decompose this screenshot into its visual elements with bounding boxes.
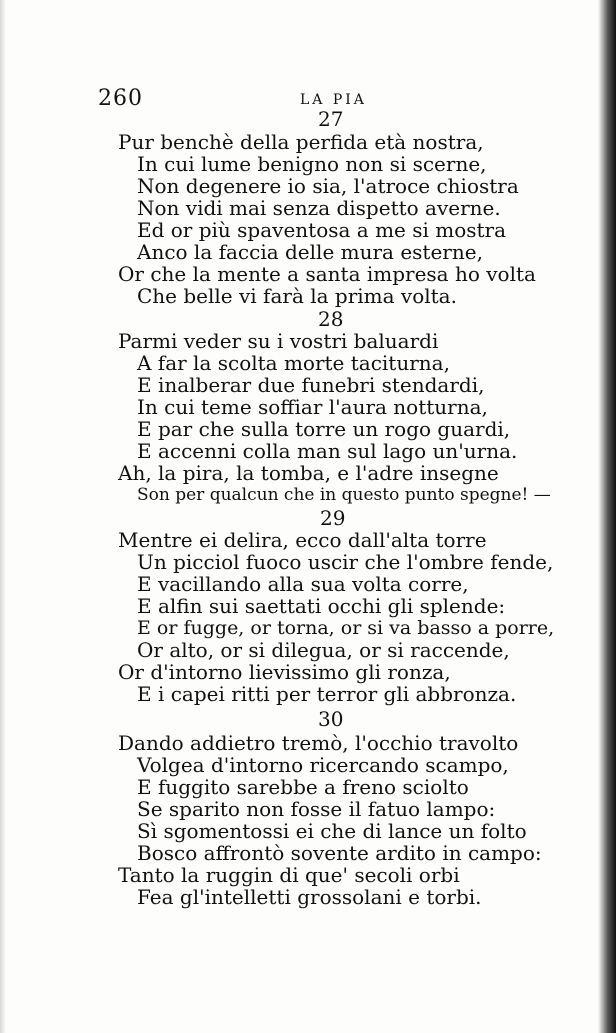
verse-line: Se sparito non fosse il fatuo lampo: [137,797,496,821]
verse-line: E or fugge, or torna, or si va basso a porre, [137,617,555,639]
verse-line: Volgea d'intorno ricercando scampo, [137,753,509,777]
verse-line: Non degenere io sia, l'atroce chiostra [137,174,519,198]
verse-line: E inalberar due funebri stendardi, [137,373,485,397]
stanza-number: 30 [318,707,344,731]
verse-line: Or che la mente a santa impresa ho volta [118,262,536,286]
stanza-number: 27 [318,107,344,131]
stanza-number: 28 [318,307,344,331]
verse-line: Che belle vi farà la prima volta. [137,284,457,308]
page-edge-left [0,0,6,1033]
verse-line: E accenni colla man sul lago un'urna. [137,439,518,463]
verse-line: Sì sgomentossi ei che di lance un folto [137,819,527,843]
verse-line: Anco la faccia delle mura esterne, [137,240,483,264]
verse-line: Dando addietro tremò, l'occhio travolto [118,731,519,755]
page-edge-right [598,0,616,1033]
verse-line: Pur benchè della perfida età nostra, [118,130,484,154]
verse-line: Or d'intorno lievissimo gli ronza, [118,660,451,684]
verse-line: E fuggito sarebbe a freno sciolto [137,775,469,799]
verse-line: Ed or più spaventosa a me si mostra [137,218,507,242]
verse-line: Fea gl'intelletti grossolani e torbi. [137,885,482,909]
verse-line: Or alto, or si dilegua, or si raccende, [137,638,510,662]
verse-line: Tanto la ruggin di que' secoli orbi [118,863,460,887]
running-head: LA PIA [300,92,367,108]
verse-line: Bosco affrontò sovente ardito in campo: [137,841,542,865]
verse-line: Un picciol fuoco uscir che l'ombre fende, [137,550,554,574]
verse-line: E vacillando alla sua volta corre, [137,572,469,596]
stanza-number: 29 [320,506,346,530]
verse-line: Ah, la pira, la tomba, e l'adre insegne [118,461,499,485]
verse-line: In cui teme soffiar l'aura notturna, [137,395,488,419]
verse-line: E i capei ritti per terror gli abbronza. [137,682,517,706]
verse-line: In cui lume benigno non si scerne, [137,152,487,176]
verse-line: Mentre ei delira, ecco dall'alta torre [118,528,487,552]
verse-line: Parmi veder su i vostri baluardi [118,329,439,353]
verse-line: A far la scolta morte taciturna, [137,351,450,375]
verse-line: Non vidi mai senza dispetto averne. [137,196,501,220]
page-number: 260 [98,86,143,111]
verse-line: E par che sulla torre un rogo guardi, [137,417,511,441]
verse-line: E alfin sui saettati occhi gli splende: [137,594,506,618]
verse-line: Son per qualcun che in questo punto spegne! — [137,485,551,505]
